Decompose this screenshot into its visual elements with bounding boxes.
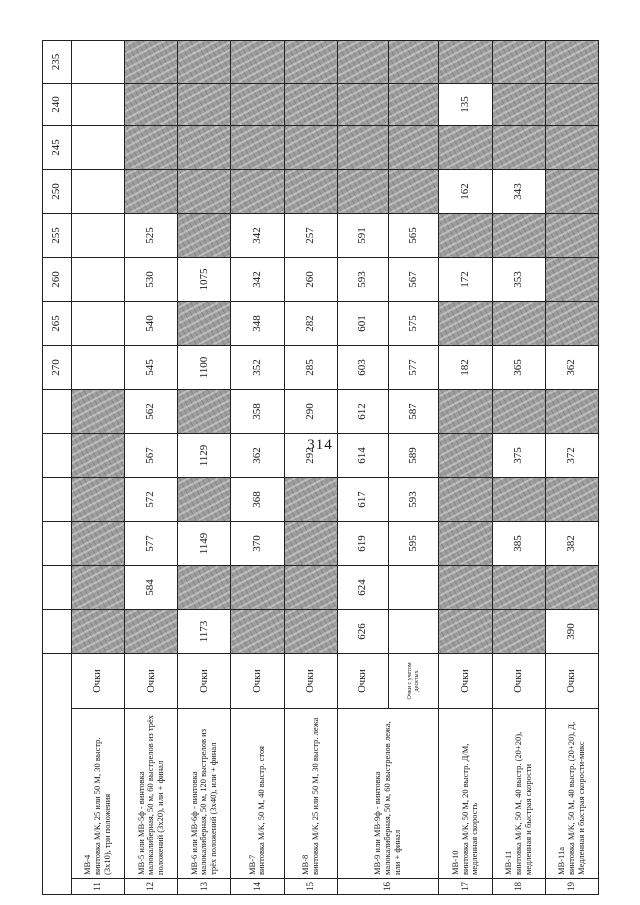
event-details: малокалиберная, 50 м, 60 выстрелов из трёх положений (3х20), или + финал [145, 715, 166, 875]
value-cell: 372 [545, 433, 598, 477]
value-cell: 365 [492, 345, 545, 389]
shaded-cell [71, 521, 124, 565]
value-cell [388, 609, 439, 653]
shaded-cell [71, 477, 124, 521]
value-cell: 562 [125, 389, 178, 433]
row-number: 11 [71, 879, 124, 895]
shaded-cell [284, 83, 337, 125]
header-cell [43, 565, 72, 609]
shaded-cell [439, 521, 492, 565]
shaded-cell [492, 41, 545, 84]
value-cell: 593 [337, 257, 388, 301]
event-title: МВ-8 [299, 854, 310, 875]
value-cell: 348 [231, 301, 284, 345]
table-row [231, 41, 284, 895]
event-details: винтовка М/К, 50 М, 20 выстр. Д/М, медленная скорость [459, 743, 480, 875]
value-cell [71, 213, 124, 257]
shaded-cell [545, 389, 598, 433]
shaded-cell [545, 83, 598, 125]
value-cell: 587 [388, 389, 439, 433]
shaded-cell [439, 213, 492, 257]
value-cell: 390 [545, 609, 598, 653]
event-details: винтовка М/К, 25 или 50 М, 30 выстр. (3х10), три положения [92, 737, 112, 875]
event-description [439, 709, 492, 879]
event-description [71, 709, 124, 879]
shaded-cell [439, 609, 492, 653]
value-cell: 292 [284, 433, 337, 477]
event-description [545, 709, 598, 879]
value-cell [71, 41, 124, 84]
shaded-cell [545, 169, 598, 213]
unit-cell: Очки [492, 653, 545, 708]
header-cell [43, 609, 72, 653]
event-title: МВ-5 или МВ-5ф - винтовка [135, 771, 146, 875]
value-cell: 565 [388, 213, 439, 257]
shaded-cell [388, 41, 439, 84]
header-cell [43, 433, 72, 477]
header-cell [43, 521, 72, 565]
event-title: МВ-10 [449, 850, 460, 875]
shaded-cell [178, 301, 231, 345]
table-row [439, 41, 492, 895]
event-description [231, 709, 284, 879]
shaded-cell [284, 565, 337, 609]
unit-label: Очки [357, 669, 369, 693]
event-description [125, 709, 178, 879]
shaded-cell [545, 301, 598, 345]
value-cell: 601 [337, 301, 388, 345]
shaded-cell [337, 83, 388, 125]
value-cell: 375 [492, 433, 545, 477]
shaded-cell [178, 41, 231, 84]
event-title: МВ-6 или МВ-6ф - винтовка [188, 771, 199, 875]
unit-cell [337, 653, 388, 708]
event-details: малокалиберная, 50 м, 120 выстрелов из трёх положений (3х40), или + финал [198, 728, 219, 875]
table-row [284, 41, 337, 895]
unit-cell: Очки [284, 653, 337, 708]
shaded-cell [388, 83, 439, 125]
shaded-cell [231, 565, 284, 609]
shaded-cell [284, 609, 337, 653]
event-title: МВ-4 [82, 854, 93, 875]
header-cell: 250 [43, 169, 72, 213]
value-cell: 362 [545, 345, 598, 389]
shaded-cell [439, 433, 492, 477]
shaded-cell [388, 125, 439, 169]
shaded-cell [284, 521, 337, 565]
value-cell: 172 [439, 257, 492, 301]
value-cell: 575 [388, 301, 439, 345]
shaded-cell [231, 83, 284, 125]
shaded-cell [439, 389, 492, 433]
value-cell: 530 [125, 257, 178, 301]
event-title: МВ-9 или МВ-9ф - винтовка [372, 771, 383, 875]
value-cell: 353 [492, 257, 545, 301]
row-number: 16 [337, 879, 439, 895]
shaded-cell [178, 169, 231, 213]
row-number: 12 [125, 879, 178, 895]
shaded-cell [492, 125, 545, 169]
row-number: 19 [545, 879, 598, 895]
value-cell: 382 [545, 521, 598, 565]
value-cell: 358 [231, 389, 284, 433]
event-title: МВ-7 [246, 854, 257, 875]
event-description [284, 709, 337, 879]
unit-sublabel: Очки с учетом десятых [407, 662, 421, 700]
table-row [125, 41, 178, 895]
value-cell: 362 [231, 433, 284, 477]
event-details: винтовка М/К, 50 М, 40 выстр. (20+20), Д, Медленная и быстрая скорости-микс [566, 721, 586, 875]
unit-cell: Очки [178, 653, 231, 708]
shaded-cell [337, 125, 388, 169]
shaded-cell [337, 41, 388, 84]
header-spacer [43, 653, 72, 894]
header-cell: 260 [43, 257, 72, 301]
value-cell: 617 [337, 477, 388, 521]
shaded-cell [439, 125, 492, 169]
header-cell: 235 [43, 41, 72, 84]
shaded-cell [439, 41, 492, 84]
header-cell: 245 [43, 125, 72, 169]
shaded-cell [284, 125, 337, 169]
shaded-cell [178, 389, 231, 433]
unit-cell: Очки [71, 653, 124, 708]
shaded-cell [178, 565, 231, 609]
unit-cell: Очки [439, 653, 492, 708]
shaded-cell [178, 477, 231, 521]
shaded-cell [231, 125, 284, 169]
value-cell [71, 301, 124, 345]
event-title: МВ-11 [503, 850, 514, 875]
value-cell [71, 257, 124, 301]
value-cell: 257 [284, 213, 337, 257]
value-cell: 525 [125, 213, 178, 257]
shaded-cell [125, 41, 178, 84]
header-cell: 240 [43, 83, 72, 125]
shaded-cell [492, 565, 545, 609]
value-cell: 1100 [178, 345, 231, 389]
shaded-cell [71, 389, 124, 433]
value-cell: 385 [492, 521, 545, 565]
value-cell: 162 [439, 169, 492, 213]
shaded-cell [71, 565, 124, 609]
shaded-cell [439, 477, 492, 521]
shaded-cell [125, 609, 178, 653]
value-cell [71, 345, 124, 389]
header-cell [43, 389, 72, 433]
shaded-cell [545, 41, 598, 84]
event-description [337, 709, 439, 879]
value-cell: 612 [337, 389, 388, 433]
value-cell: 626 [337, 609, 388, 653]
value-cell: 577 [388, 345, 439, 389]
row-number: 13 [178, 879, 231, 895]
event-details: винтовка М/К, 50 М, 40 выстр. (20+20), медленная и быстрая скорости [512, 731, 533, 875]
value-cell: 182 [439, 345, 492, 389]
value-cell: 589 [388, 433, 439, 477]
value-cell: 584 [125, 565, 178, 609]
unit-cell: Очки [125, 653, 178, 708]
value-cell: 370 [231, 521, 284, 565]
shaded-cell [71, 609, 124, 653]
value-cell: 595 [388, 521, 439, 565]
value-cell: 352 [231, 345, 284, 389]
shaded-cell [125, 83, 178, 125]
value-cell [71, 83, 124, 125]
rotated-table-container [42, 40, 599, 895]
row-number: 18 [492, 879, 545, 895]
shaded-cell [284, 477, 337, 521]
value-cell: 567 [388, 257, 439, 301]
value-cell [388, 565, 439, 609]
shaded-cell [178, 213, 231, 257]
shaded-cell [545, 565, 598, 609]
table-row [545, 41, 598, 895]
shaded-cell [71, 433, 124, 477]
header-row [43, 41, 72, 895]
event-details: винтовка М/К, 50 М, 40 выстр. стоя [256, 746, 267, 875]
value-cell: 619 [337, 521, 388, 565]
shaded-cell [178, 83, 231, 125]
page-number: 314 [307, 437, 333, 453]
shaded-cell [125, 169, 178, 213]
shaded-cell [231, 41, 284, 84]
row-number: 14 [231, 879, 284, 895]
shaded-cell [492, 389, 545, 433]
event-title: МВ-11а [556, 846, 567, 875]
value-cell [71, 125, 124, 169]
value-cell: 545 [125, 345, 178, 389]
value-cell: 614 [337, 433, 388, 477]
event-description [178, 709, 231, 879]
shaded-cell [337, 169, 388, 213]
value-cell: 567 [125, 433, 178, 477]
table-row [71, 41, 124, 895]
shaded-cell [284, 41, 337, 84]
value-cell: 572 [125, 477, 178, 521]
shaded-cell [492, 213, 545, 257]
header-cell: 255 [43, 213, 72, 257]
unit-cell: Очки [231, 653, 284, 708]
value-cell: 603 [337, 345, 388, 389]
shaded-cell [439, 565, 492, 609]
header-cell [43, 477, 72, 521]
value-cell: 285 [284, 345, 337, 389]
shaded-cell [492, 477, 545, 521]
value-cell: 540 [125, 301, 178, 345]
unit-cell: Очки [545, 653, 598, 708]
value-cell: 577 [125, 521, 178, 565]
value-cell: 1129 [178, 433, 231, 477]
value-cell: 593 [388, 477, 439, 521]
standards-table [42, 40, 599, 895]
value-cell: 1075 [178, 257, 231, 301]
header-cell: 270 [43, 345, 72, 389]
row-number: 17 [439, 879, 492, 895]
header-cell: 265 [43, 301, 72, 345]
value-cell: 1173 [178, 609, 231, 653]
shaded-cell [492, 301, 545, 345]
table-row [337, 41, 388, 895]
event-details: малокалиберная, 50 м, 60 выстрелов лежа, или + финал [382, 721, 402, 875]
value-cell: 343 [492, 169, 545, 213]
value-cell: 135 [439, 83, 492, 125]
row-number: 15 [284, 879, 337, 895]
value-cell: 290 [284, 389, 337, 433]
shaded-cell [178, 125, 231, 169]
shaded-cell [492, 609, 545, 653]
shaded-cell [492, 83, 545, 125]
value-cell: 591 [337, 213, 388, 257]
value-cell: 624 [337, 565, 388, 609]
event-details: винтовка М/К, 25 или 50 М, 30 выстр. лежа [309, 717, 320, 875]
shaded-cell [231, 609, 284, 653]
value-cell [71, 169, 124, 213]
table-body [43, 41, 599, 895]
value-cell: 342 [231, 213, 284, 257]
shaded-cell [545, 125, 598, 169]
shaded-cell [284, 169, 337, 213]
event-description [492, 709, 545, 879]
table-row [492, 41, 545, 895]
value-cell: 260 [284, 257, 337, 301]
shaded-cell [545, 477, 598, 521]
value-cell: 282 [284, 301, 337, 345]
shaded-cell [231, 169, 284, 213]
shaded-cell [439, 301, 492, 345]
value-cell: 1149 [178, 521, 231, 565]
shaded-cell [545, 257, 598, 301]
shaded-cell [125, 125, 178, 169]
value-cell: 342 [231, 257, 284, 301]
shaded-cell [388, 169, 439, 213]
unit-sub-cell [388, 653, 439, 708]
shaded-cell [545, 213, 598, 257]
table-row [178, 41, 231, 895]
value-cell: 368 [231, 477, 284, 521]
